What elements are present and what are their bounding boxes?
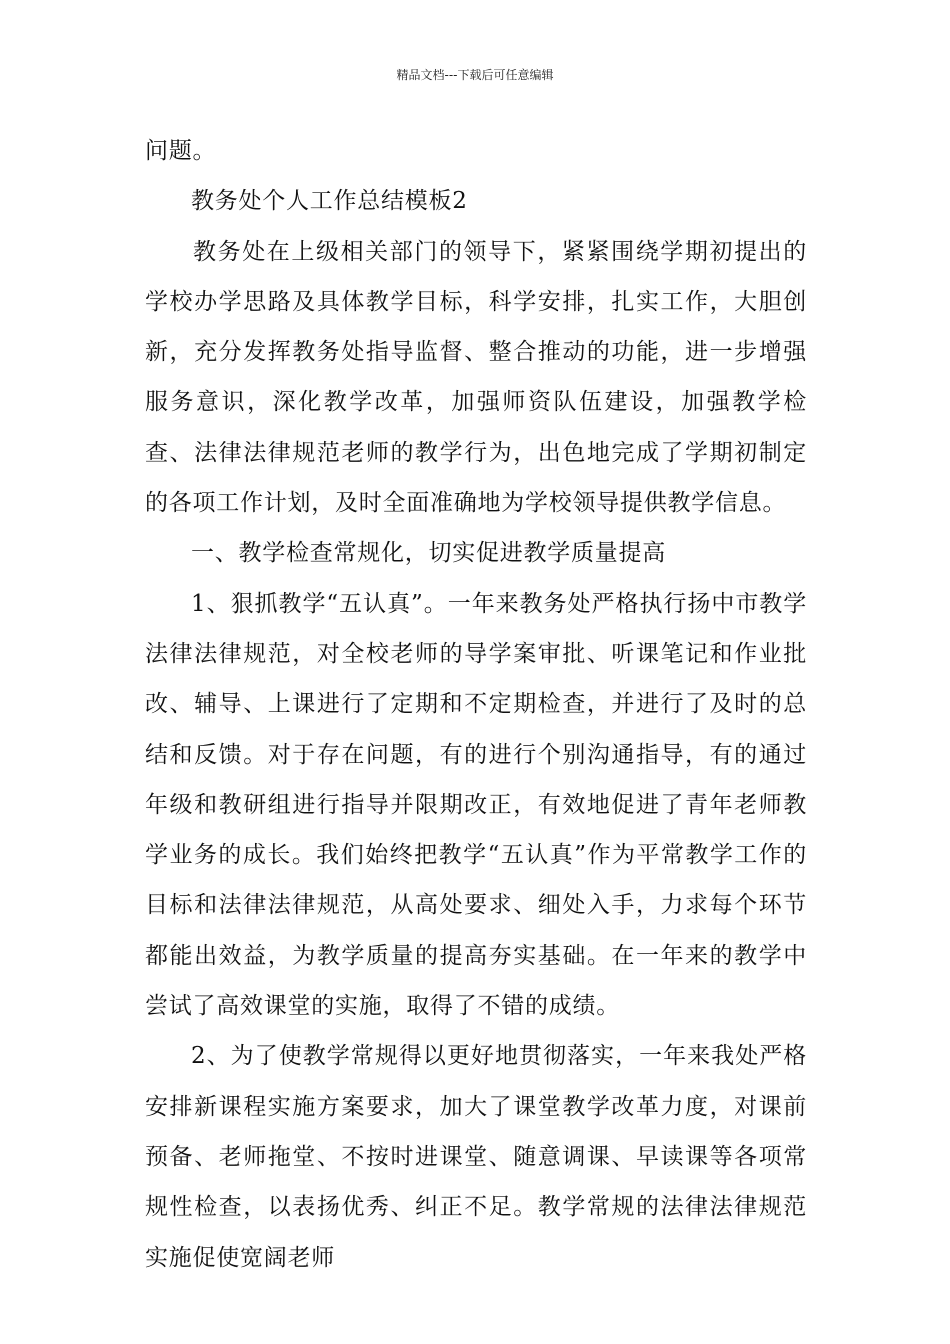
paragraph-item-1: 1、狠抓教学“五认真”。一年来教务处严格执行扬中市教学法律法律规范，对全校老师的导学案审批、听课笔记和作业批改、辅导、上课进行了定期和不定期检查，并进行了及时的总结和反馈。对于存在问题，有的进行个别沟通指导，有的通过年级和教研组进行指导并限期改正，有效地促进了青年老师教学业务的成长。我们始终把教学“五认真”作为平常教学工作的目标和法律法律规范，从高处要求、细处入手，力求每个环节都能出效益，为教学质量的提高夯实基础。在一年来的教学中尝试了高效课堂的实施，取得了不错的成绩。 [145, 590, 807, 1020]
section-heading-1: 一、教学检查常规化，切实促进教学质量提高 [191, 540, 666, 567]
paragraph-item-2: 2、为了使教学常规得以更好地贯彻落实，一年来我处严格安排新课程实施方案要求，加大了课堂教学改革力度，对课前预备、老师拖堂、不按时进课堂、随意调课、早读课等各项常规性检查，以表扬优秀、纠正不足。教学常规的法律法律规范实施促使宽阔老师 [145, 1043, 807, 1271]
paragraph-intro: 教务处在上级相关部门的领导下，紧紧围绕学期初提出的学校办学思路及具体教学目标，科学安排，扎实工作，大胆创新，充分发挥教务处指导监督、整合推动的功能，进一步增强服务意识，深化教学改革，加强师资队伍建设，加强教学检查、法律法律规范老师的教学行为，出色地完成了学期初制定的各项工作计划，及时全面准确地为学校领导提供教学信息。 [145, 238, 807, 517]
document-body [145, 126, 807, 1283]
paragraph-continuation: 问题。 [145, 138, 217, 164]
section-title: 教务处个人工作总结模板2 [191, 188, 468, 215]
page-header: 精品文档---下载后可任意编辑 [396, 68, 554, 82]
